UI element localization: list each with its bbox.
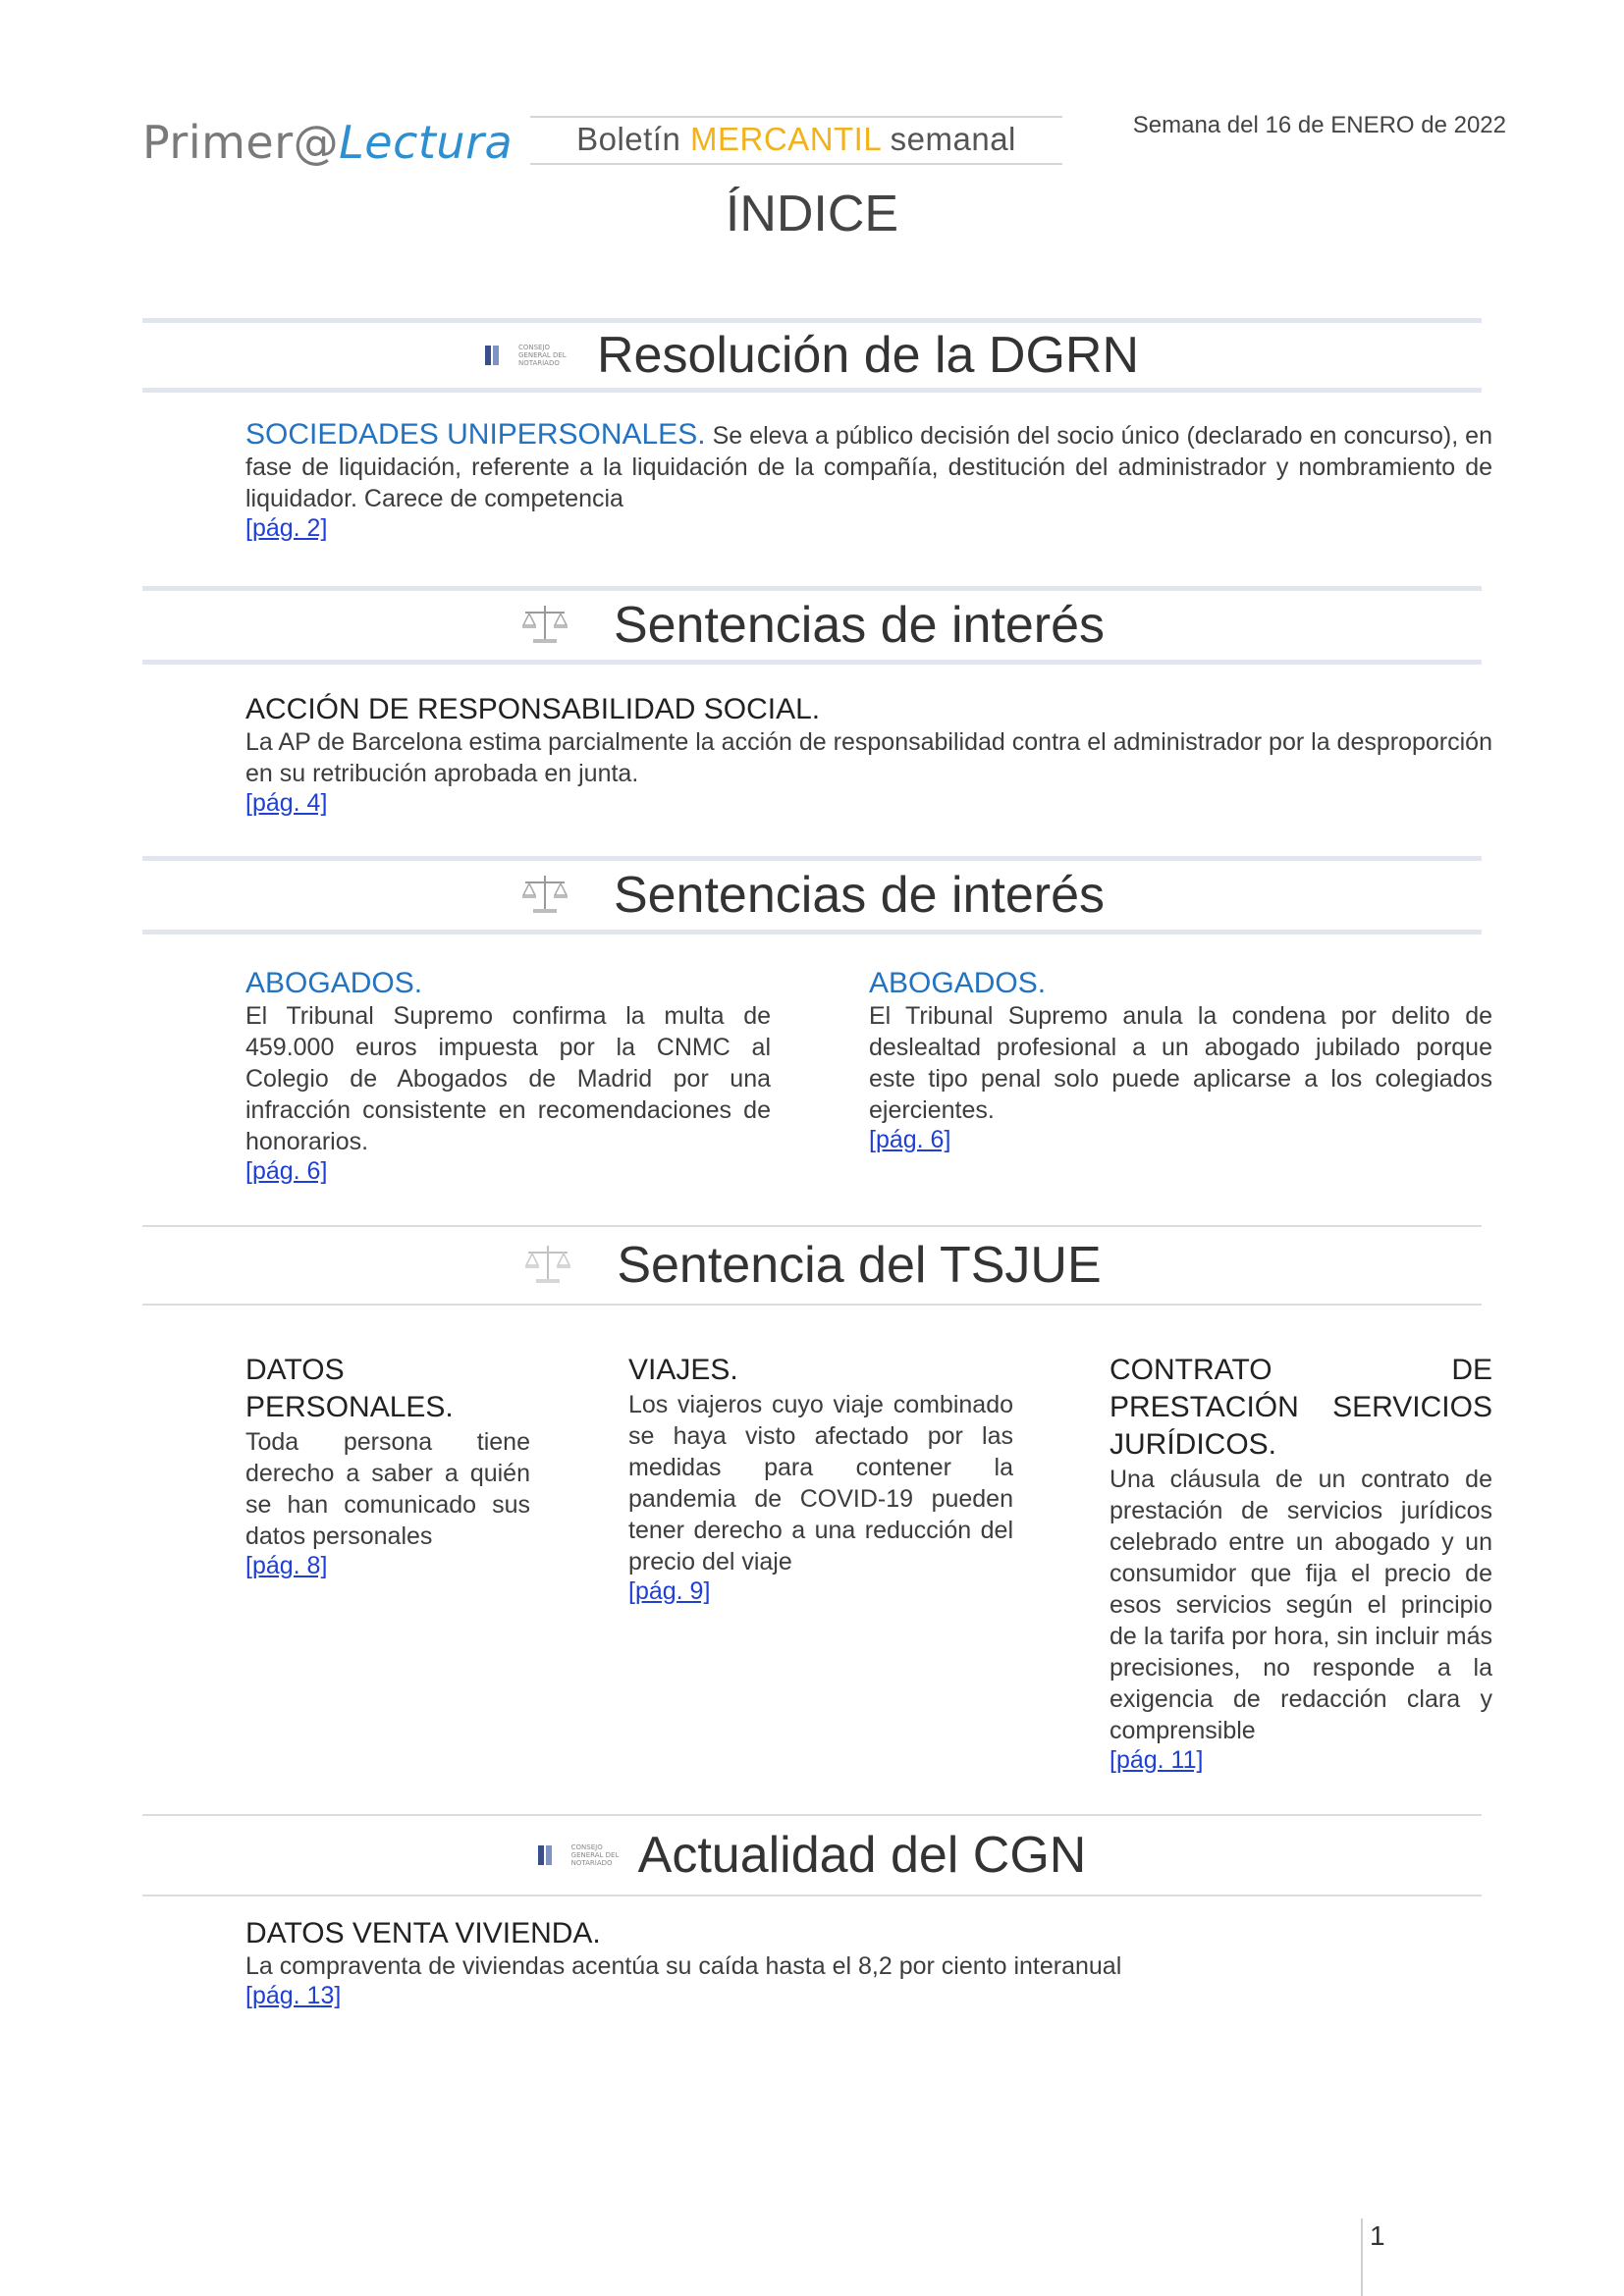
entry-head: ABOGADOS. [245,967,423,999]
page-number: 1 [1370,2220,1385,2251]
notary-logo-text: CONSEJO GENERAL DEL NOTARIADO [570,1843,620,1867]
page-link[interactable]: [pág. 8] [245,1552,328,1579]
page-link[interactable]: [pág. 4] [245,789,328,817]
entry-sentencias-1 [245,693,1492,818]
entry-text: El Tribunal Supremo confirma la multa de 459.000 euros impuesta por la CNMC al Colegio de Abogados de Madrid por una infracción consistente en recomendaciones de honorarios. [245,1002,771,1155]
entry-dgrn [245,419,1492,543]
entry-text: Se eleva a público decisión del socio único (declarado en concurso), en fase de liquidación, referente a la liquidación de la compañía, destitución del administrador y nombramiento de liquidador. Carece de competencia [245,422,1492,512]
entry-head: ACCIÓN DE RESPONSABILIDAD SOCIAL. [245,693,821,725]
entry-viajes [628,1352,1013,1606]
logo-part2: Lectura [339,116,514,169]
entry-text: La AP de Barcelona estima parcialmente la acción de responsabilidad contra el administrador por la desproporción en su retribución aprobada en junta. [245,728,1492,787]
page-link[interactable]: [pág. 9] [628,1577,711,1605]
scales-of-justice-icon [519,602,570,649]
entry-contrato [1110,1352,1492,1775]
page-link[interactable]: [pág. 13] [245,1982,342,2009]
bulletin-title [530,116,1062,165]
entry-head: DATOS VENTA VIVIENDA. [245,1917,601,1949]
bulletin-post: semanal [880,121,1016,157]
notary-logo-icon [485,344,507,367]
entry-text: Toda persona tiene derecho a saber a quién se han comunicado sus datos personales [245,1428,530,1550]
entry-head: SOCIEDADES UNIPERSONALES. [245,418,706,451]
section-title-sentencias-2: Sentencias de interés [613,867,1106,924]
section-title-dgrn: Resolución de la DGRN [596,327,1140,384]
bulletin-highlight: MERCANTIL [690,121,881,157]
index-title: ÍNDICE [725,186,899,242]
section-header-sentencias-2 [142,856,1482,934]
page-number-divider [1361,2218,1363,2296]
page-link[interactable]: [pág. 2] [245,514,328,542]
entry-head: ABOGADOS. [869,967,1047,999]
notary-logo-icon [538,1843,560,1867]
section-title-sentencias-1: Sentencias de interés [613,597,1106,654]
notary-logo-text: CONSEJO GENERAL DEL NOTARIADO [517,344,567,367]
scales-of-justice-icon [522,1242,573,1289]
entry-text: Los viajeros cuyo viaje combinado se haya visto afectado por las medidas para contener la pandemia de COVID-19 pueden tener derecho a una reducción del precio del viaje [628,1391,1013,1575]
bulletin-pre: Boletín [576,121,691,157]
entry-abogados-2 [869,967,1492,1154]
section-header-dgrn [142,318,1482,393]
scales-of-justice-icon [519,872,570,919]
entry-text: La compraventa de viviendas acentúa su caída hasta el 8,2 por ciento interanual [245,1952,1122,1980]
entry-cgn [245,1917,1492,2010]
entry-abogados-1 [245,967,771,1186]
page-link[interactable]: [pág. 11] [1110,1746,1204,1774]
primera-lectura-logo [142,116,513,169]
entry-head: VIAJES. [628,1354,738,1386]
logo-part1: Primer@ [142,116,340,169]
entry-text: Una cláusula de un contrato de prestación de servicios jurídicos celebrado entre un abogado y un consumidor que fija el precio de esos servicios según el principio de la tarifa por hora, sin incluir más precisiones, no responde a la exigencia de redacción clara y comprensible [1110,1466,1492,1744]
page-link[interactable]: [pág. 6] [869,1126,951,1153]
section-title-cgn: Actualidad del CGN [637,1827,1087,1884]
section-header-sentencias-1 [142,586,1482,665]
entry-datos-personales [245,1352,530,1580]
week-date: Semana del 16 de ENERO de 2022 [1132,112,1506,138]
section-title-tsjue: Sentencia del TSJUE [617,1237,1102,1294]
section-header-tsjue [142,1225,1482,1306]
entry-text: El Tribunal Supremo anula la condena por delito de deslealtad profesional a un abogado jubilado porque este tipo penal solo puede aplicarse a los colegiados ejercientes. [869,1002,1492,1124]
entry-head: CONTRATO DE PRESTACIÓN SERVICIOS JURÍDICOS. [1110,1354,1492,1461]
entry-head: DATOS PERSONALES. [245,1354,454,1423]
section-header-cgn [142,1814,1482,1896]
page-link[interactable]: [pág. 6] [245,1157,328,1185]
